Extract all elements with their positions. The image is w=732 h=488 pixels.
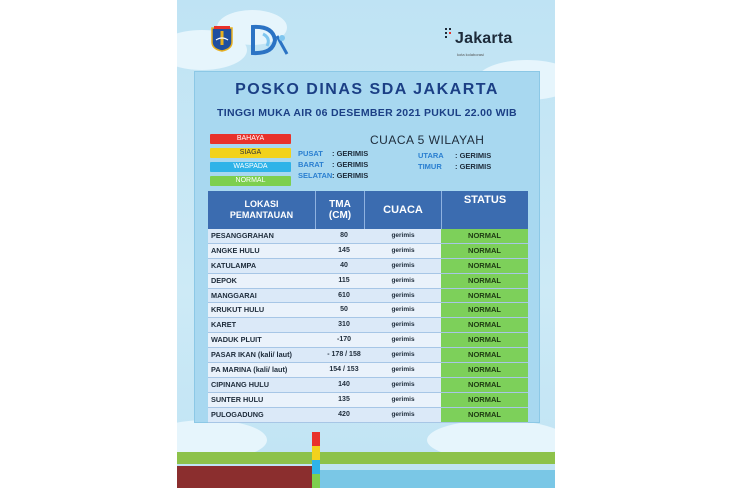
header-weather: CUACA [383,203,423,216]
weather-region-name: TIMUR [418,162,442,171]
cell-weather: gerimis [391,232,415,239]
weather-region-value: GERIMIS [459,151,492,160]
cell-location: KATULAMPA [211,260,257,270]
weather-region-utara: UTARA : GERIMIS [418,151,492,160]
cell-status: NORMAL [441,348,528,362]
table-row [208,229,528,244]
cell-tma: 40 [340,261,348,269]
soil-bank [177,466,312,488]
brand-name: Jakarta [455,30,513,47]
table-header [208,191,528,229]
cell-status: NORMAL [441,393,528,407]
cell-location: ANGKE HULU [211,245,260,255]
weather-region-value: GERIMIS [459,162,492,171]
cell-location: DEPOK [211,275,237,285]
page-subtitle: TINGGI MUKA AIR 06 DESEMBER 2021 PUKUL 22.00 WIB [217,107,517,119]
cell-weather: gerimis [391,351,415,359]
header-tma: TMA (CM) [328,199,352,221]
weather-title: CUACA 5 WILAYAH [370,133,485,147]
cell-tma: 115 [338,276,350,284]
cell-status: NORMAL [441,303,528,317]
cell-status: NORMAL [441,289,528,303]
cell-weather: gerimis [391,291,415,299]
weather-region-name: BARAT [298,160,324,169]
cell-location: SUNTER HULU [211,394,264,404]
cell-tma: 145 [338,246,350,254]
table-row [208,348,528,363]
weather-region-name: UTARA [418,151,444,160]
weather-region-name: SELATAN [298,171,333,180]
table-row [208,363,528,378]
weather-region-selatan: SELATAN: GERIMIS [298,171,369,180]
cell-weather: gerimis [391,261,415,269]
cell-status: NORMAL [441,363,528,377]
page-title: POSKO DINAS SDA JAKARTA [235,81,499,98]
cell-status: NORMAL [441,333,528,347]
dinas-sda-logo-icon [249,24,291,56]
legend-bahaya: BAHAYA [210,134,291,144]
cell-status: NORMAL [441,244,528,258]
weather-region-value: GERIMIS [336,149,369,158]
table-body [208,229,528,423]
cell-tma: 80 [340,232,348,239]
cell-weather: gerimis [391,380,415,388]
cell-location: MANGGARAI [211,290,257,300]
cell-tma: - 178 / 158 [327,351,361,359]
cell-weather: gerimis [391,276,415,284]
cell-status: NORMAL [441,318,528,332]
weather-region-name: PUSAT [298,149,323,158]
cell-tma: 50 [340,306,348,314]
table-row [208,244,528,259]
cell-location: PASAR IKAN (kali/ laut) [211,350,292,360]
legend-siaga: SIAGA [210,148,291,158]
cell-weather: gerimis [391,321,415,329]
cell-tma: 154 / 153 [329,366,359,374]
brand-tagline: kota kolaborasi [457,52,484,57]
cell-status: NORMAL [441,408,528,422]
water-level-table [208,191,528,423]
weather-region-value: GERIMIS [336,160,369,169]
cell-weather: gerimis [391,336,415,344]
cell-weather: gerimis [391,410,415,418]
header-status: STATUS [463,194,507,206]
cell-tma: 135 [338,395,350,403]
header-location: LOKASI PEMANTAUAN [229,199,294,220]
table-row [208,303,528,318]
table-row [208,274,528,289]
table-row [208,289,528,304]
cell-weather: gerimis [391,395,415,403]
cell-location: PA MARINA (kali/ laut) [211,365,288,375]
poster [177,0,555,488]
water-gauge-icon [312,432,320,488]
cell-location: CIPINANG HULU [211,379,269,389]
cell-status: NORMAL [441,259,528,273]
table-row [208,408,528,423]
weather-region-value: GERIMIS [336,171,369,180]
weather-region-barat: BARAT : GERIMIS [298,160,369,169]
legend-waspada: WASPADA [210,162,291,172]
table-row [208,318,528,333]
cell-tma: -170 [336,336,351,344]
cell-tma: 610 [338,291,350,299]
table-row [208,393,528,408]
weather-region-timur: TIMUR : GERIMIS [418,162,492,171]
cell-location: KRUKUT HULU [211,305,265,315]
cell-location: PESANGGRAHAN [211,231,274,240]
grass-strip [177,452,555,464]
dki-jakarta-emblem-icon [211,26,233,52]
cell-location: PULOGADUNG [211,409,264,419]
cell-location: KARET [211,320,237,330]
cell-tma: 310 [338,321,350,329]
cell-weather: gerimis [391,246,415,254]
cell-status: NORMAL [441,274,528,288]
table-row [208,333,528,348]
table-row [208,259,528,274]
cell-status: NORMAL [441,378,528,392]
jakarta-brand [445,26,545,60]
cell-weather: gerimis [391,366,415,374]
cell-status: NORMAL [441,229,528,243]
legend-normal: NORMAL [210,176,291,186]
table-row [208,378,528,393]
cell-tma: 420 [338,410,350,418]
cell-weather: gerimis [391,306,415,314]
cell-location: WADUK PLUIT [211,335,262,345]
cell-tma: 140 [338,380,350,388]
info-panel [194,71,540,423]
weather-region-pusat: PUSAT : GERIMIS [298,149,369,158]
